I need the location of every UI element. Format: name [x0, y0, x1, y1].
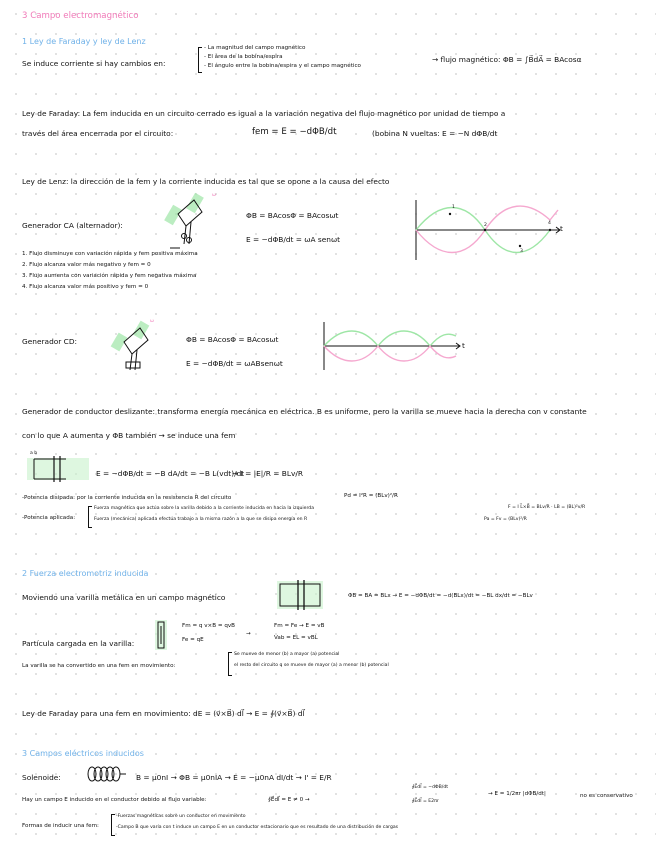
- wave-point-label: 3: [520, 249, 523, 254]
- dc-wave-graph: [318, 322, 468, 372]
- bracket: [198, 47, 202, 73]
- ac-equation-1: ΦB = BAcosΦ = BAcosωt: [246, 211, 339, 220]
- t-axis-label: t: [462, 341, 465, 350]
- subsection-title: 3 Campos eléctricos inducidos: [22, 749, 144, 758]
- rod-circuit-label: La varilla se ha convertido en una fem en movimiento:: [22, 663, 176, 669]
- power-dissipated-equation: Pd = I²R = (BLv)²/R: [344, 493, 398, 499]
- sliding-rod-circuit: [26, 456, 92, 482]
- arrow: →: [246, 631, 251, 637]
- moving-rod-text: Moviendo una varilla metálica en un campo magnético: [22, 593, 226, 602]
- ac-generator-drawing: [164, 192, 216, 256]
- induced-field-equation: ∮E⃗dl⃗ = E ≠ 0 →: [268, 797, 310, 803]
- forms-label: Formas de inducir una fem:: [22, 823, 99, 829]
- faraday-law-line2: través del área encerrada por el circuito:: [22, 129, 174, 138]
- dc-generator-drawing: [112, 318, 160, 376]
- ac-equation-2: E = −dΦB/dt = ωA senωt: [246, 235, 341, 244]
- faraday-equation: fem = E = −dΦB/dt: [252, 127, 337, 137]
- bracket: [111, 814, 115, 836]
- wave-point-label: 1: [452, 205, 455, 210]
- ac-step: 2. Flujo alcanza valor más negativo y fem = 0: [22, 262, 151, 268]
- power-dissipated-label: -Potencia disipada: por la corriente inducida en la resistencia R del circuito: [22, 495, 232, 501]
- bracket: [88, 506, 92, 528]
- solenoid-label: Solenoide:: [22, 773, 61, 782]
- subsection-title: 1 Ley de Faraday y ley de Lenz: [22, 37, 146, 46]
- change-item: - El ángulo entre la bobina/espira y el campo magnético: [204, 63, 361, 69]
- ac-step: 1. Flujo disminuye con variación rápida y fem positiva máxima: [22, 251, 198, 257]
- dc-generator-label: Generador CD:: [22, 337, 78, 346]
- dc-equation-2: E = −dΦB/dt = ωABsenωt: [186, 359, 283, 368]
- bracket: [228, 652, 232, 676]
- closed-integral-1: ∮E⃗dl⃗ = −dΦB/dt: [412, 785, 449, 790]
- force-balance-equation: Fm = Fe → E = vB: [274, 623, 325, 629]
- moving-rod-diagram: [276, 578, 326, 612]
- rod-potential-note: Se mueve de menor (b) a mayor (a) potencial: [234, 652, 340, 657]
- induced-field-result: → E = 1/2πr |dΦB/dt|: [488, 791, 546, 797]
- faraday-coil-equation: (bobina N vueltas: E = −N dΦB/dt: [372, 129, 498, 138]
- power-applied-equation: Pa = Fv = (BLv)²/R: [484, 517, 527, 522]
- flux-equation: → flujo magnético: ΦB = ∫B⃗dA⃗ = BAcosα: [432, 55, 582, 64]
- power-applied-label: -Potencia aplicada:: [22, 515, 76, 521]
- ac-step: 4. Flujo alcanza valor más positivo y fem = 0: [22, 284, 149, 290]
- closed-integral-2: ∮E⃗dl⃗ = E2πr: [412, 799, 439, 804]
- sliding-current-equation: → I = |E|/R = BLv/R: [232, 469, 303, 478]
- solenoid-coil-drawing: [86, 764, 128, 784]
- electric-force-equation: Fe = qE: [182, 637, 204, 643]
- dc-equation-1: ΦB = BAcosΦ = BAcosωt: [186, 335, 279, 344]
- section-title: 3 Campo electromagnético: [22, 11, 139, 21]
- wave-point-label: 4: [548, 221, 551, 226]
- change-item: - La magnitud del campo magnético: [204, 45, 306, 51]
- moving-rod-equation: ΦB = BA = BLx → E = −dΦB/dt = −d(BLx)/dt = −BL dx/dt = −BLv: [348, 593, 533, 599]
- solenoid-equation: B = μ0nI → ΦB = μ0nIA → E = −μ0nA dI/dt → I' = E/R: [136, 773, 332, 782]
- nonconservative-note: no es conservativo: [580, 793, 633, 799]
- forms-item: -Fuerzas magnéticas sobre un conductor en movimiento: [116, 814, 246, 819]
- charged-particle-label: Partícula cargada en la varilla:: [22, 639, 135, 648]
- omega-label: ω: [212, 193, 216, 198]
- omega-label: ω: [150, 319, 154, 324]
- induce-intro: Se induce corriente si hay cambios en:: [22, 59, 166, 68]
- lenz-law: Ley de Lenz: la dirección de la fem y la corriente inducida es tal que se opone a la causa del efecto: [22, 177, 390, 186]
- faraday-motion-law: Ley de Faraday para una fem en movimiento: dE = (v⃗×B⃗) dl⃗ → E = ∮(v⃗×B⃗) dl⃗: [22, 709, 305, 718]
- voltage-equation: Vab = EL = vBL: [274, 635, 318, 641]
- rod-potential-note: el resto del circuito q se mueve de mayor (a) a menor (b) potencial: [234, 663, 389, 668]
- sliding-fem-equation: E = −dΦB/dt = −B dA/dt = −B L(vdt)/dt: [96, 469, 245, 478]
- induced-field-text: Hay un campo E inducido en el conductor debido al flujo variable:: [22, 797, 207, 803]
- change-item: - El área de la bobina/espira: [204, 54, 283, 60]
- faraday-law-line1: Ley de Faraday: La fem inducida en un circuito cerrado es igual a la variación negativa del flujo magnético por unidad de tiempo a: [22, 109, 506, 118]
- ac-generator-label: Generador CA (alternador):: [22, 221, 123, 230]
- subsection-title: 2 Fuerza electromotriz inducida: [22, 569, 149, 578]
- force-equation: F = I L⃗×B⃗ = BLv/R · LB = (BL)²v/R: [508, 505, 586, 510]
- power-applied-note: Fuerza (mecánica) aplicada efectúa trabajo a la misma razón a la que se disipa energía en R: [94, 517, 308, 522]
- charged-rod-diagram: [152, 618, 174, 652]
- magnetic-force-equation: Fm = q v×B = qvB: [182, 623, 236, 629]
- sliding-generator-line1: Generador de conductor deslizante: transforma energía mecánica en eléctrica. B es uniforme, pero la varilla se mueve hacia la derecha con v constante: [22, 407, 587, 416]
- ac-wave-graph: [410, 200, 570, 262]
- power-applied-note: Fuerza magnética que actúa sobre la varilla debido a la corriente inducida en hacia la izquierda: [94, 506, 315, 511]
- t-axis-label: t: [560, 224, 563, 233]
- ac-step: 3. Flujo aumenta con variación rápida y fem negativa máxima: [22, 273, 197, 279]
- forms-item: -Campo B que varía con t induce un campo E en un conductor estacionario que es resultado de una distribución de cargas: [116, 825, 399, 830]
- sliding-generator-line2: con lo que A aumenta y ΦB también → se induce una fem: [22, 431, 236, 440]
- terminal-labels: a b: [30, 451, 38, 456]
- wave-point-label: 2: [484, 223, 487, 228]
